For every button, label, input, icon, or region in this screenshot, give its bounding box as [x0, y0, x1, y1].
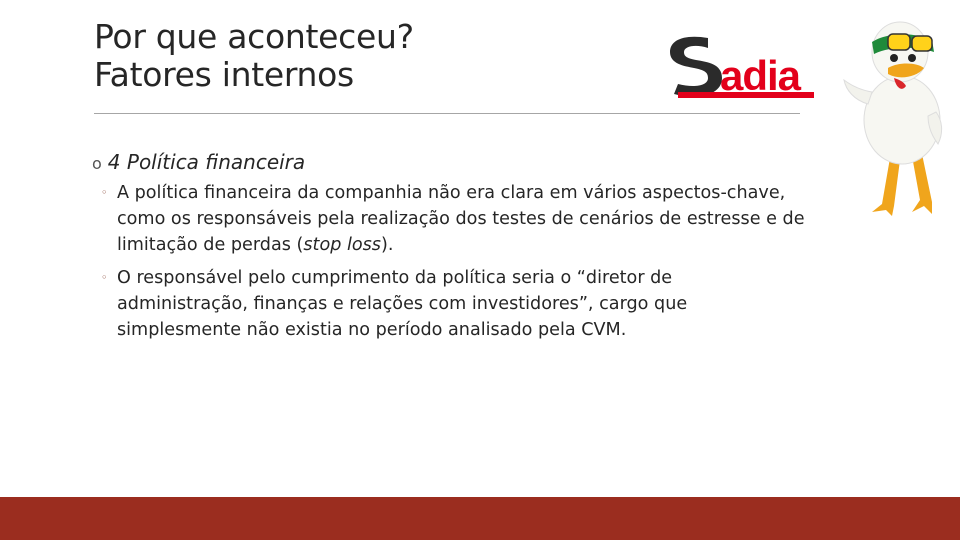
bullet-1-line-3 [117, 235, 393, 255]
title-line-2: Fatores internos [94, 55, 354, 94]
footer-bar [0, 497, 960, 540]
bullet-2-line-3: simplesmente não existia no período analisado pela CVM. [117, 320, 627, 340]
title-line-1: Por que aconteceu? [94, 17, 414, 56]
bullet-1-line-2: como os responsáveis pela realização dos testes de cenários de estresse e de [117, 209, 805, 229]
bullet-item-2 [101, 265, 881, 343]
bullet-marker: ◦ [101, 271, 108, 284]
bullet-2-line-1: O responsável pelo cumprimento da política seria o “diretor de [117, 268, 673, 288]
bullet-marker: ◦ [101, 186, 108, 199]
bullet-2-line-2: administração, finanças e relações com investidores”, cargo que [117, 294, 688, 314]
bullet-1-line-3b: ). [380, 235, 394, 255]
bullet-1-line-1: A política financeira da companhia não era clara em vários aspectos-chave, [117, 183, 786, 203]
bullet-item-1 [101, 180, 881, 258]
logo-text: adia [720, 52, 801, 99]
bullet-1-italic: stop loss [303, 235, 381, 255]
section-heading [92, 149, 305, 177]
title-divider [94, 113, 800, 114]
bullet-1-line-3a: limitação de perdas ( [117, 235, 304, 255]
slide-title [94, 18, 414, 94]
heading-bullet: o [92, 154, 102, 173]
sadia-logo [664, 30, 814, 100]
heading-text: 4 Política financeira [107, 150, 306, 174]
